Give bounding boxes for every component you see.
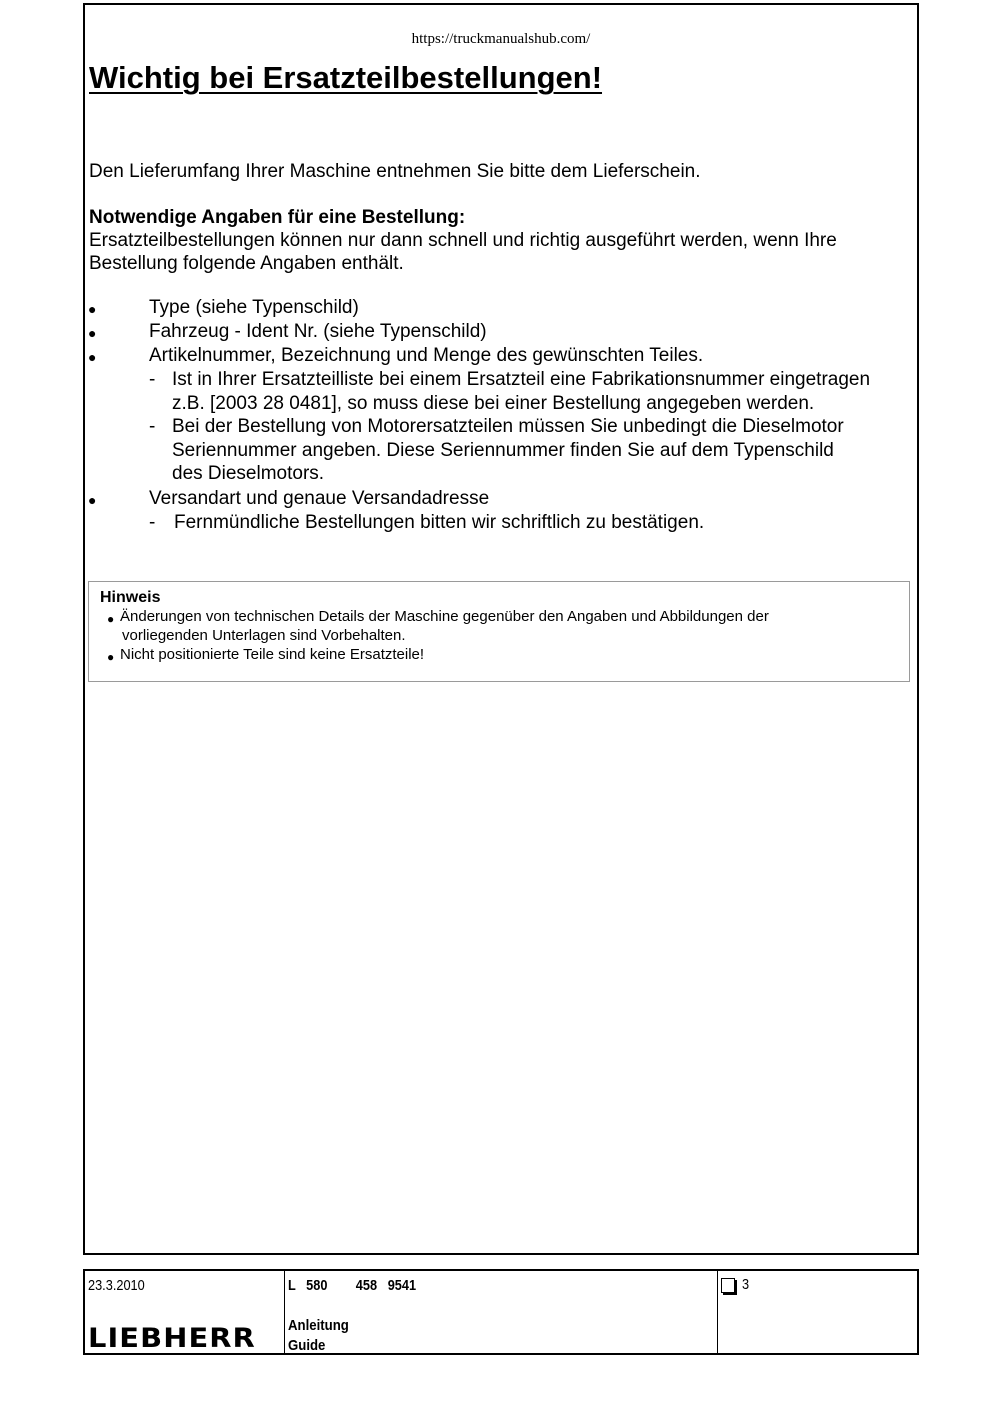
sub-item-line: Bei der Bestellung von Motorersatzteilen müssen Sie unbedingt die Dieselmotor — [172, 416, 844, 437]
sub-item-line: Ist in Ihrer Ersatzteilliste bei einem Ersatzteil eine Fabrikationsnummer eingetragen — [172, 369, 871, 390]
note-title: Hinweis — [100, 589, 161, 606]
footer-doc-type-en: Guide — [288, 1337, 326, 1354]
bullet-icon: ● — [88, 325, 97, 341]
list-item-shipping: Versandart und genaue Versandadresse — [149, 488, 490, 509]
section-body — [89, 229, 837, 275]
page-number: 3 — [742, 1276, 750, 1293]
bullet-icon: ● — [88, 492, 97, 508]
note-item-line: Nicht positionierte Teile sind keine Ersatzteile! — [120, 646, 425, 663]
sub-item-line: Fernmündliche Bestellungen bitten wir schriftlich zu bestätigen. — [174, 512, 705, 533]
footer — [83, 1269, 919, 1355]
note-item-line: vorliegenden Unterlagen sind Vorbehalten. — [122, 627, 406, 644]
sub-item-line: des Dieselmotors. — [172, 463, 325, 484]
note-item-line: Änderungen von technischen Details der Maschine gegenüber den Angaben und Abbildungen der — [120, 608, 769, 625]
checkbox-icon — [721, 1278, 735, 1293]
list-item-article: Artikelnummer, Bezeichnung und Menge des gewünschten Teiles. — [149, 345, 704, 366]
dash-icon: - — [149, 369, 156, 390]
brand-logo: LIEBHERR — [88, 1323, 256, 1354]
source-url: https://truckmanualshub.com/ — [411, 31, 591, 47]
bullet-icon: ● — [88, 349, 97, 365]
note-box — [88, 581, 910, 682]
page-frame — [83, 3, 919, 1255]
page-title: Wichtig bei Ersatzteilbestellungen! — [89, 60, 603, 95]
dash-icon: - — [149, 512, 156, 533]
list-item-type: Type (siehe Typenschild) — [149, 297, 359, 318]
sub-item-line: Seriennummer angeben. Diese Seriennummer finden Sie auf dem Typenschild — [172, 439, 834, 461]
footer-model-number: L 580 458 9541 — [288, 1277, 417, 1294]
dash-icon: - — [149, 416, 156, 437]
list-item-ident: Fahrzeug - Ident Nr. (siehe Typenschild) — [149, 321, 487, 342]
section-body-line: Bestellung folgende Angaben enthält. — [89, 253, 404, 274]
intro-text: Den Lieferumfang Ihrer Maschine entnehmen Sie bitte dem Lieferschein. — [89, 161, 701, 182]
section-heading: Notwendige Angaben für eine Bestellung: — [89, 207, 466, 228]
note-bullet-icon: ● — [107, 650, 115, 664]
sub-item-line: z.B. [2003 28 0481], so muss diese bei einer Bestellung angegeben werden. — [172, 392, 815, 414]
footer-doc-type-de: Anleitung — [288, 1317, 349, 1334]
section-body-line: Ersatzteilbestellungen können nur dann schnell und richtig ausgeführt werden, wenn Ihre — [89, 230, 837, 251]
note-bullet-icon: ● — [107, 612, 115, 626]
bullet-icon: ● — [88, 301, 97, 317]
footer-date: 23.3.2010 — [88, 1277, 145, 1294]
